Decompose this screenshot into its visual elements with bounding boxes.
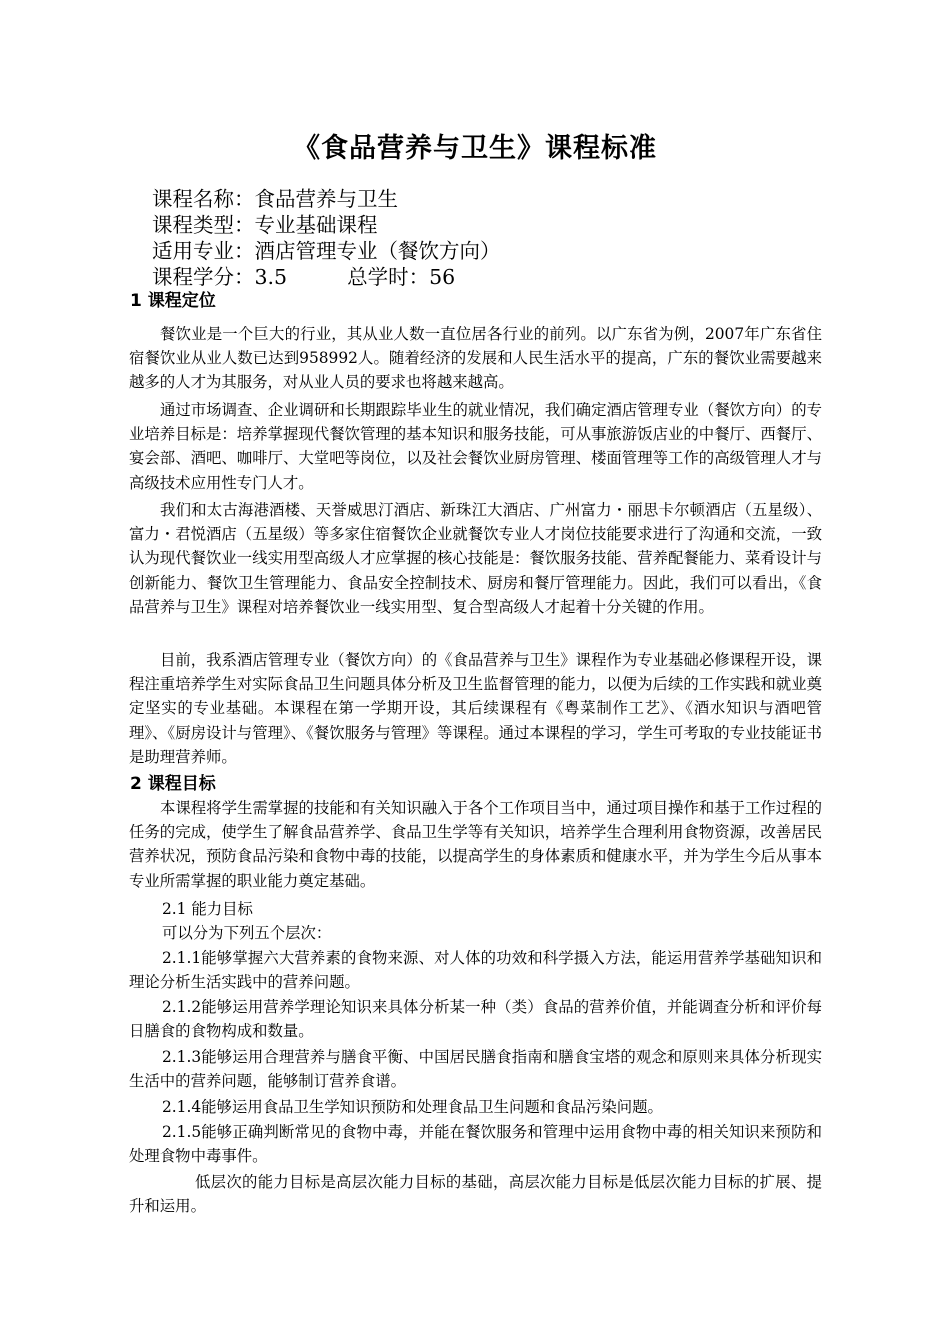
course-credit-label: 课程学分： xyxy=(152,265,255,289)
course-credit-value: 3.5 xyxy=(254,265,288,289)
paragraph: 本课程将学生需掌握的技能和有关知识融入于各个工作项目当中，通过项目操作和基于工作过程的任务的完成，使学生了解食品营养学、食品卫生学等有关知识，培养学生合理利用食物资源，改善居民营养状况，预防食品污染和食物中毒的技能，以提高学生的身体素质和健康水平，并为学生今后从事本专业所需掌握的职业能力奠定基础。 xyxy=(129,799,822,890)
paragraph: 目前，我系酒店管理专业（餐饮方向）的《食品营养与卫生》课程作为专业基础必修课程开设，课程注重培养学生对实际食品卫生问题具体分析及卫生监督管理的能力，以便为后续的工作实践和就业奠定坚实的专业基础。本课程在第一学期开设，其后续课程有《粤菜制作工艺》、《酒水知识与酒吧管理》、《厨房设计与管理》、《餐饮服务与管理》等课程。通过本课程的学习，学生可考取的专业技能证书是助理营养师。 xyxy=(129,651,822,766)
course-name-value: 食品营养与卫生 xyxy=(254,187,398,211)
course-type-value: 专业基础课程 xyxy=(254,213,378,237)
course-major-label: 适用专业： xyxy=(152,239,255,263)
course-major-line xyxy=(152,238,501,264)
section-heading-positioning: 1 课程定位 xyxy=(130,291,216,311)
paragraph: 可以分为下列五个层次： xyxy=(162,924,332,942)
paragraph: 我们和太古海港酒楼、天誉威思汀酒店、新珠江大酒店、广州富力・丽思卡尔顿酒店（五星级）、富力・君悦酒店（五星级）等多家住宿餐饮企业就餐饮专业人才岗位技能要求进行了沟通和交流，一致认为现代餐饮业一线实用型高级人才应掌握的核心技能是：餐饮服务技能、营养配餐能力、菜肴设计与创新能力、餐饮卫生管理能力、食品安全控制技术、厨房和餐厅管理能力。因此，我们可以看出，《食品营养与卫生》课程对培养餐饮业一线实用型、复合型高级人才起着十分关键的作用。 xyxy=(129,501,822,616)
paragraph: 低层次的能力目标是高层次能力目标的基础，高层次能力目标是低层次能力目标的扩展、提升和运用。 xyxy=(129,1173,822,1216)
paragraph: 餐饮业是一个巨大的行业，其从业人数一直位居各行业的前列。以广东省为例，2007年广东省住宿餐饮业从业人数已达到958992人。随着经济的发展和人民生活水平的提高，广东的餐饮业需要越来越多的人才为其服务，对从业人员的要求也将越来越高。 xyxy=(129,325,822,392)
course-credit-line xyxy=(152,264,455,290)
course-type-label: 课程类型： xyxy=(152,213,255,237)
course-hours-label: 总学时： xyxy=(347,265,430,289)
objective-item: 2.1.2能够运用营养学理论知识来具体分析某一种（类）食品的营养价值，并能调查分析和评价每日膳食的食物构成和数量。 xyxy=(129,998,822,1041)
objective-item: 2.1.5能够正确判断常见的食物中毒，并能在餐饮服务和管理中运用食物中毒的相关知识来预防和处理食物中毒事件。 xyxy=(129,1123,822,1166)
subsection-heading: 2.1 能力目标 xyxy=(162,900,253,918)
page-title: 《食品营养与卫生》课程标准 xyxy=(293,133,657,164)
course-hours-value: 56 xyxy=(429,265,456,289)
course-name-line xyxy=(152,186,398,212)
course-name-label: 课程名称： xyxy=(152,187,255,211)
objective-item: 2.1.1能够掌握六大营养素的食物来源、对人体的功效和科学摄入方法，能运用营养学基础知识和理论分析生活实践中的营养问题。 xyxy=(129,949,822,992)
course-major-value: 酒店管理专业（餐饮方向） xyxy=(254,239,501,263)
course-type-line xyxy=(152,212,378,238)
paragraph: 通过市场调查、企业调研和长期跟踪毕业生的就业情况，我们确定酒店管理专业（餐饮方向）的专业培养目标是：培养掌握现代餐饮管理的基本知识和服务技能，可从事旅游饭店业的中餐厅、西餐厅、宴会部、酒吧、咖啡厅、大堂吧等岗位，以及社会餐饮业厨房管理、楼面管理等工作的高级管理人才与高级技术应用性专门人才。 xyxy=(129,401,822,492)
objective-item: 2.1.3能够运用合理营养与膳食平衡、中国居民膳食指南和膳食宝塔的观念和原则来具体分析现实生活中的营养问题，能够制订营养食谱。 xyxy=(129,1048,822,1091)
objective-item: 2.1.4能够运用食品卫生学知识预防和处理食品卫生问题和食品污染问题。 xyxy=(162,1098,663,1116)
section-heading-objectives: 2 课程目标 xyxy=(130,774,216,794)
